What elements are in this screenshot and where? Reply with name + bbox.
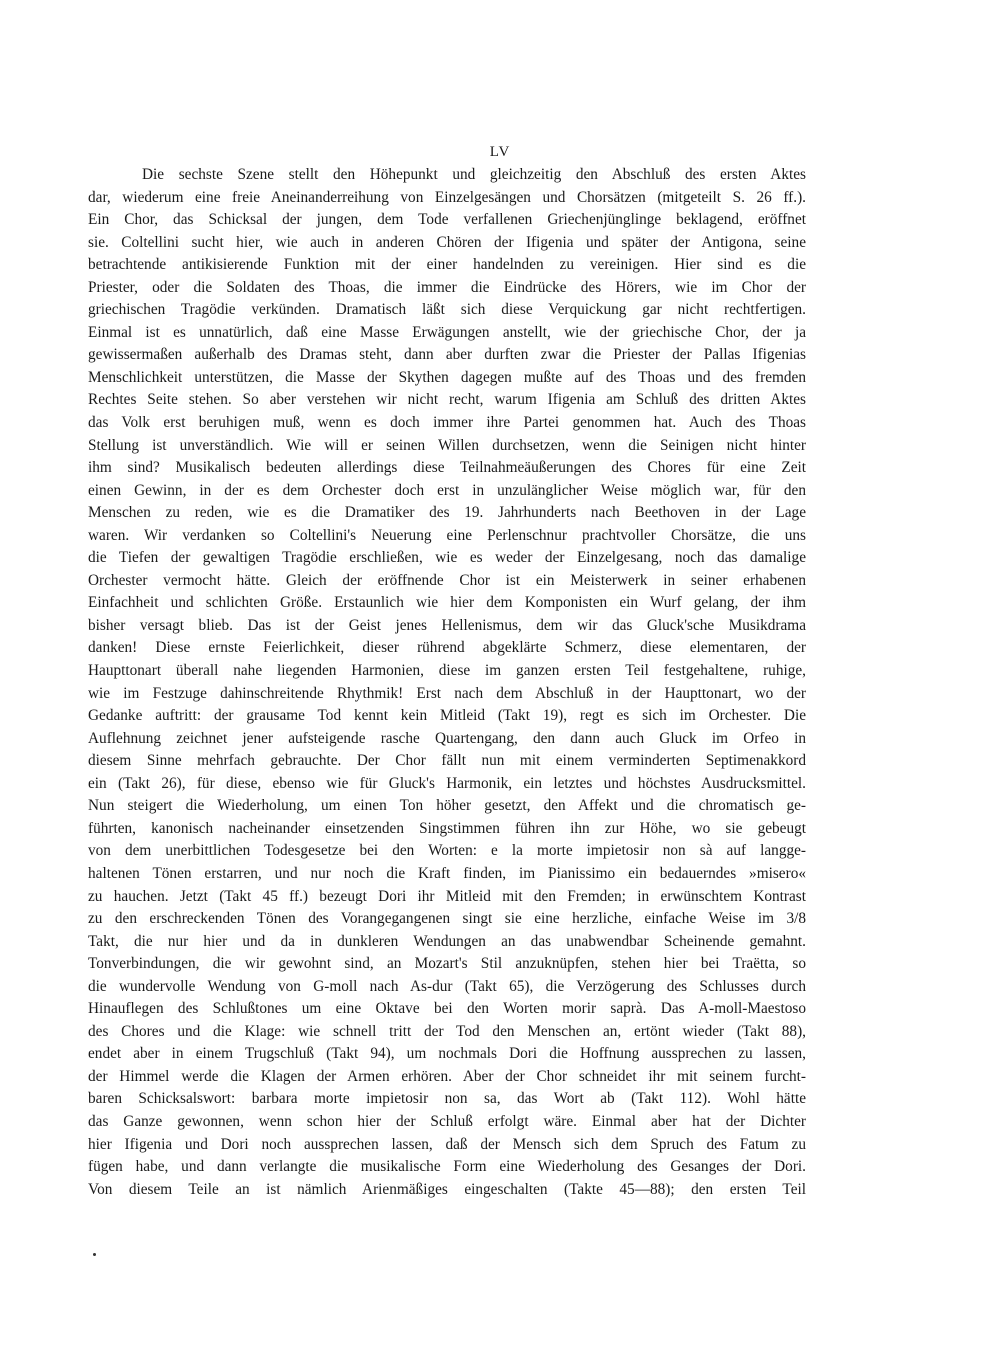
- text-line: Von diesem Teile an ist nämlich Arienmäßiges eingeschalten (Takte 45—88); den ersten Teil: [88, 1180, 806, 1198]
- print-speck: [93, 1253, 96, 1256]
- text-line: Orchester vermocht hätte. Gleich der eröffnende Chor ist ein Meisterwerk in seiner erhabenen: [88, 571, 806, 589]
- text-line: zu den erschreckenden Tönen des Vorangegangenen singt sie eine herzliche, einfache Weise im 3/8: [88, 910, 806, 928]
- text-line: baren Schicksalswort: barbara morte impietosir non sa, das Wort ab (Takt 112). Wohl hätte: [88, 1090, 806, 1108]
- page-number: LV: [489, 144, 511, 160]
- text-line: wie im Festzuge dahinschreitende Rhythmik! Erst nach dem Abschluß in der Haupttonart, wo der: [88, 684, 806, 702]
- text-line: das Volk erst beruhigen muß, wenn es doch immer ihre Partei genommen hat. Auch des Thoas: [88, 414, 806, 432]
- text-line: führten, kanonisch nacheinander einsetzenden Singstimmen führen ihn zur Höhe, wo sie gebeugt: [88, 819, 806, 837]
- text-line: griechischen Tragödie verkünden. Dramatisch läßt sich diese Verquickung gar nicht rechtfertigen.: [88, 301, 806, 319]
- text-line: ihm sind? Musikalisch bedeuten allerdings diese Teilnahmeäußerungen des Chores für eine Zeit: [88, 459, 806, 477]
- text-line: des Chores und die Klage: wie schnell tritt der Tod den Menschen an, ertönt wieder (Takt 88),: [88, 1022, 806, 1040]
- text-line: einen Gewinn, in der es dem Orchester doch erst in unzulänglicher Weise möglich war, für den: [88, 481, 806, 499]
- text-line: zu hauchen. Jetzt (Takt 45 ff.) bezeugt Dori ihr Mitleid mit den Fremden; in erwünschtem Kontrast: [88, 887, 806, 905]
- text-line: Ein Chor, das Schicksal der jungen, dem Tode verfallenen Griechenjünglinge beklagend, eröffnet: [88, 211, 806, 229]
- text-line: dar, wiederum eine freie Aneinanderreihung von Einzelgesängen und Chorsätzen (mitgeteilt S. 26 ff.).: [88, 188, 806, 206]
- text-line: Gedanke auftritt: der grausame Tod kennt kein Mitleid (Takt 19), regt es sich im Orchester. Die: [88, 707, 806, 725]
- text-line: das Ganze gewonnen, wenn schon hier der Schluß erfolgt wäre. Einmal aber hat der Dichter: [88, 1112, 806, 1130]
- text-line: waren. Wir verdanken so Coltellini's Neuerung eine Perlenschnur prachtvoller Chorsätze, die uns: [88, 526, 806, 544]
- text-line: Die sechste Szene stellt den Höhepunkt und gleichzeitig den Abschluß des ersten Aktes: [142, 166, 806, 183]
- text-line: fügen habe, und dann verlangte die musikalische Form eine Wiederholung des Gesanges der Dori.: [88, 1158, 806, 1176]
- text-line: Auflehnung zeichnet jener aufsteigende rasche Quartengang, den dann auch Gluck im Orfeo in: [88, 729, 806, 747]
- text-line: Tonverbindungen, die wir gewohnt sind, an Mozart's Stil anzuknüpfen, stehen hier bei Traëtta, so: [88, 955, 806, 973]
- text-line: diesem Sinne mehrfach gebrauchte. Der Chor fällt nun mit einem verminderten Septimenakkord: [88, 752, 806, 770]
- text-line: der Himmel werde die Klagen der Armen erhören. Aber der Chor schneidet ihr mit seinem furcht-: [88, 1067, 806, 1085]
- text-line: ein (Takt 26), für diese, ebenso wie für Gluck's Harmonik, ein letztes und höchstes Ausdrucksmittel.: [88, 774, 806, 792]
- text-line: Menschen zu reden, wie es die Dramatiker des 19. Jahrhunderts nach Beethoven in der Lage: [88, 504, 806, 522]
- text-line: Takt, die nur hier und da in dunkleren Wendungen an das unabwendbar Scheinende gemahnt.: [88, 932, 806, 950]
- text-line: gewissermaßen außerhalb des Dramas steht, dann aber durften zwar die Priester der Pallas Ifigenias: [88, 346, 806, 364]
- text-line: haltenen Tönen erstarren, und nur noch die Kraft finden, im Pianissimo ein bedauerndes »misero«: [88, 864, 806, 882]
- text-line: Einfachheit und schlichten Größe. Erstaunlich wie hier dem Komponisten ein Wurf gelang, der ihm: [88, 594, 806, 612]
- text-line: sie. Coltellini sucht hier, wie auch in anderen Chören der Ifigenia und später der Antigona, seine: [88, 233, 806, 251]
- text-line: Stellung ist unverständlich. Wie will er seinen Willen durchsetzen, wenn die Seinigen nicht hinter: [88, 436, 806, 454]
- text-line: Nun steigert die Wiederholung, um einen Ton höher gesetzt, den Affekt und die chromatisch ge-: [88, 797, 806, 815]
- text-line: von dem unerbittlichen Todesgesetze bei den Worten: e la morte impietosir non sà auf langge-: [88, 842, 806, 860]
- text-line: betrachtende antikisierende Funktion mit der einer handelnden zu vereinigen. Hier sind es die: [88, 256, 806, 274]
- text-line: Rechtes Seite stehen. So aber verstehen wir nicht recht, warum Ifigenia am Schluß des dritten Aktes: [88, 391, 806, 409]
- text-line: Einmal ist es unnatürlich, daß eine Masse Erwägungen anstellt, wie der griechische Chor, der ja: [88, 323, 806, 341]
- body-paragraph: [88, 164, 806, 1201]
- text-line: danken! Diese ernste Feierlichkeit, dieser rührend abgeklärte Schmerz, diese elementaren, der: [88, 639, 806, 657]
- text-line: die wundervolle Wendung von G-moll nach As-dur (Takt 65), die Verzögerung des Schlusses durch: [88, 977, 806, 995]
- text-line: Haupttonart überall nahe liegenden Harmonien, diese im ganzen ersten Teil festgehaltene, ruhige,: [88, 662, 806, 680]
- text-line: hier Ifigenia und Dori noch aussprechen lassen, daß der Mensch sich dem Spruch des Fatum zu: [88, 1135, 806, 1153]
- text-line: bisher versagt blieb. Das ist der Geist jenes Hellenismus, dem wir das Gluck'sche Musikdrama: [88, 616, 806, 634]
- text-line: endet aber in einem Trugschluß (Takt 94), um nochmals Dori die Hoffnung aussprechen zu lassen,: [88, 1045, 806, 1063]
- text-line: die Tiefen der gewaltigen Tragödie erschließen, wie es weder der Einzelgesang, noch das damalige: [88, 549, 806, 567]
- text-line: Hinauflegen des Schlußtones um eine Oktave bei den Worten morir saprà. Das A-moll-Maestoso: [88, 1000, 806, 1018]
- text-line: Menschlichkeit unterstützen, die Masse der Skythen dagegen mußte auf des Thoas und des fremden: [88, 368, 806, 386]
- text-line: Priester, oder die Soldaten des Thoas, die immer die Eindrücke des Hörers, wie im Chor der: [88, 278, 806, 296]
